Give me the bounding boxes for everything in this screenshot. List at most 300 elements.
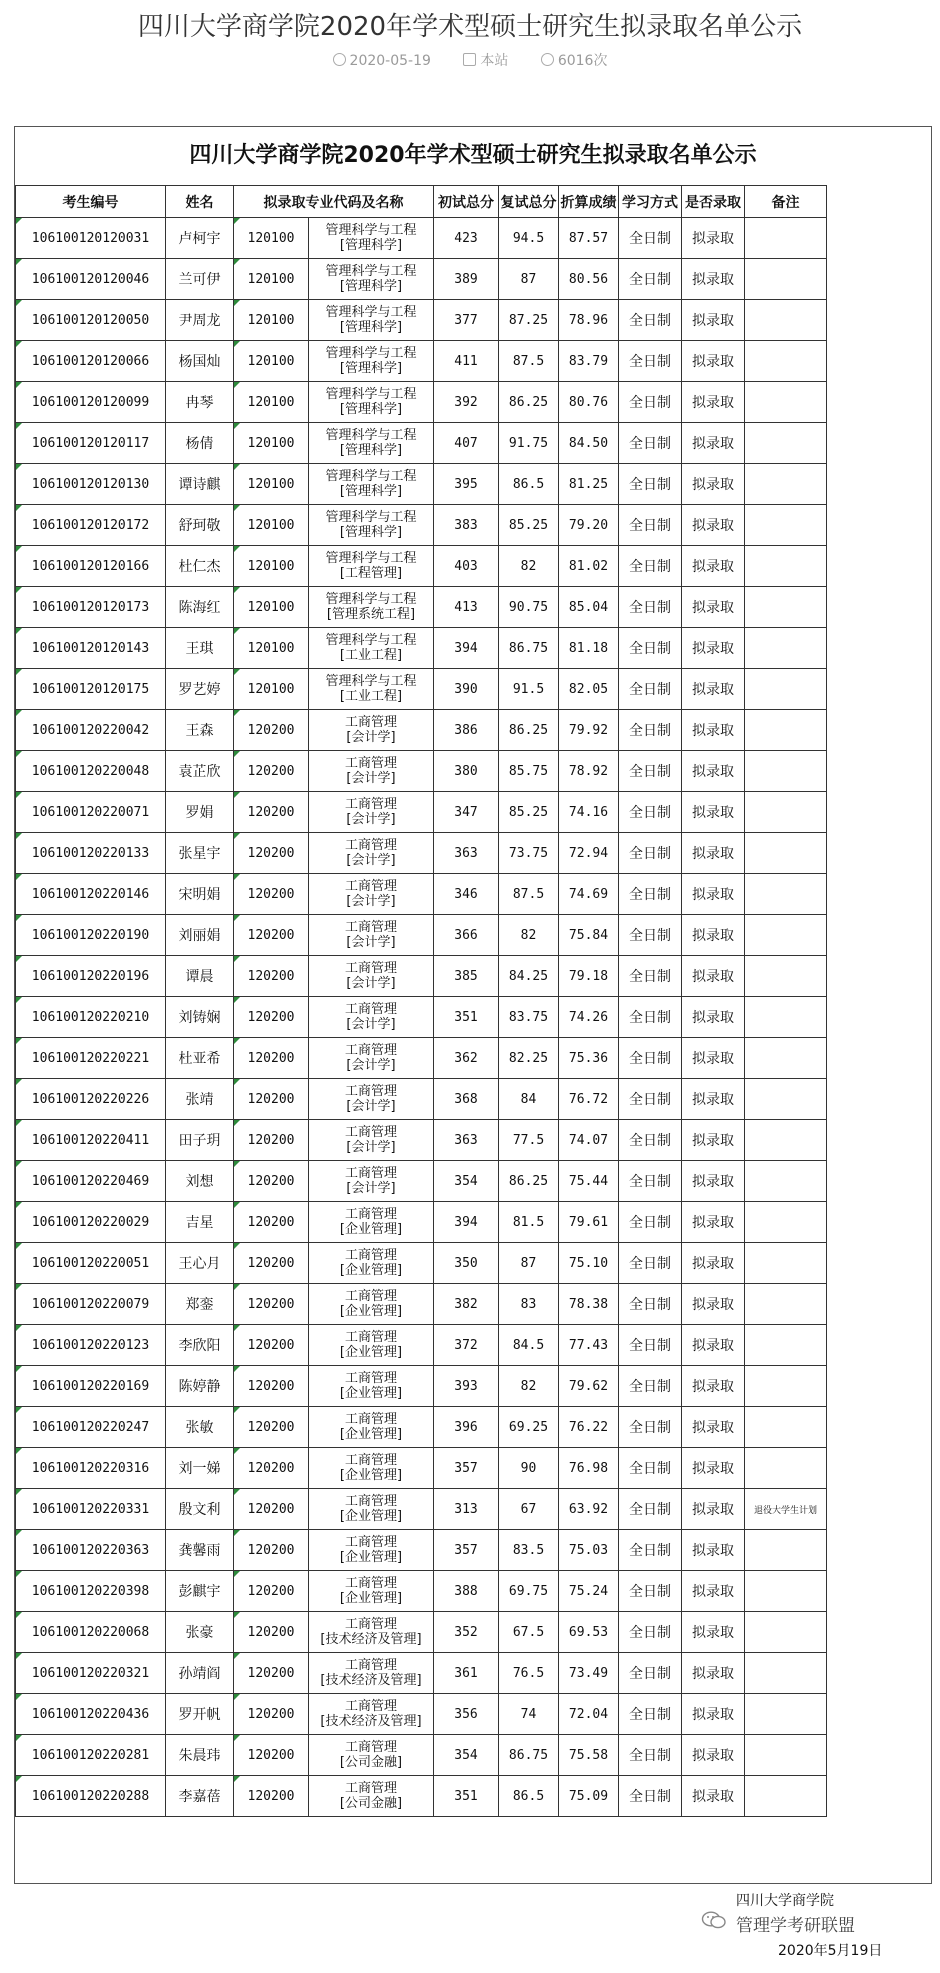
cell-name: 谭诗麒 (166, 464, 234, 505)
cell-name: 张豪 (166, 1612, 234, 1653)
major-direction: [管理科学] (339, 279, 403, 294)
cell-converted-score: 75.58 (559, 1735, 619, 1776)
cell-study-mode: 全日制 (619, 1407, 682, 1448)
table-row (16, 1202, 827, 1243)
col-header-mode: 学习方式 (619, 186, 682, 218)
table-row (16, 1653, 827, 1694)
cell-name: 王心月 (166, 1243, 234, 1284)
cell-major-name (309, 1325, 434, 1366)
cell-converted-score: 80.76 (559, 382, 619, 423)
table-row (16, 1284, 827, 1325)
cell-candidate-id: 106100120220411 (16, 1120, 166, 1161)
major-name: 工商管理 (344, 756, 397, 771)
cell-major-name (309, 587, 434, 628)
major-direction: [会计学] (346, 1017, 396, 1032)
cell-admission-status: 拟录取 (682, 546, 745, 587)
cell-initial-score: 395 (434, 464, 499, 505)
major-name: 工商管理 (344, 920, 397, 935)
table-row (16, 751, 827, 792)
cell-remark (745, 1038, 827, 1079)
cell-remark (745, 1120, 827, 1161)
cell-converted-score: 81.02 (559, 546, 619, 587)
cell-study-mode: 全日制 (619, 341, 682, 382)
cell-admission-status: 拟录取 (682, 1407, 745, 1448)
cell-candidate-id: 106100120220123 (16, 1325, 166, 1366)
cell-major-name (309, 669, 434, 710)
table-header-row (16, 186, 827, 218)
cell-major-code: 120200 (234, 1653, 309, 1694)
cell-major-code: 120100 (234, 464, 309, 505)
cell-major-code: 120100 (234, 259, 309, 300)
cell-converted-score: 73.49 (559, 1653, 619, 1694)
major-name: 工商管理 (344, 715, 397, 730)
col-header-remark: 备注 (745, 186, 827, 218)
cell-remark (745, 1202, 827, 1243)
cell-initial-score: 363 (434, 1120, 499, 1161)
major-direction: [会计学] (346, 812, 396, 827)
cell-major-code: 120200 (234, 997, 309, 1038)
cell-admission-status: 拟录取 (682, 587, 745, 628)
cell-admission-status: 拟录取 (682, 710, 745, 751)
cell-major-code: 120200 (234, 1366, 309, 1407)
table-row (16, 628, 827, 669)
table-row (16, 382, 827, 423)
col-header-id: 考生编号 (16, 186, 166, 218)
cell-retest-score: 87.25 (499, 300, 559, 341)
cell-major-name (309, 259, 434, 300)
cell-major-name (309, 464, 434, 505)
cell-initial-score: 356 (434, 1694, 499, 1735)
cell-retest-score: 87 (499, 259, 559, 300)
cell-major-code: 120100 (234, 218, 309, 259)
table-row (16, 1694, 827, 1735)
cell-study-mode: 全日制 (619, 1735, 682, 1776)
cell-remark (745, 915, 827, 956)
cell-retest-score: 82 (499, 915, 559, 956)
cell-retest-score: 74 (499, 1694, 559, 1735)
table-row (16, 1366, 827, 1407)
cell-admission-status: 拟录取 (682, 1202, 745, 1243)
major-direction: [企业管理] (339, 1509, 403, 1524)
cell-retest-score: 86.25 (499, 382, 559, 423)
cell-retest-score: 85.25 (499, 505, 559, 546)
cell-study-mode: 全日制 (619, 710, 682, 751)
cell-converted-score: 78.38 (559, 1284, 619, 1325)
major-direction: [会计学] (346, 1099, 396, 1114)
col-header-retest: 复试总分 (499, 186, 559, 218)
cell-initial-score: 366 (434, 915, 499, 956)
cell-major-code: 120200 (234, 956, 309, 997)
major-name: 工商管理 (344, 1617, 397, 1632)
cell-name: 杜亚希 (166, 1038, 234, 1079)
cell-admission-status: 拟录取 (682, 1366, 745, 1407)
cell-candidate-id: 106100120220190 (16, 915, 166, 956)
cell-major-name (309, 874, 434, 915)
cell-major-code: 120100 (234, 628, 309, 669)
table-row (16, 1079, 827, 1120)
cell-converted-score: 77.43 (559, 1325, 619, 1366)
major-name: 工商管理 (344, 961, 397, 976)
cell-major-name (309, 1079, 434, 1120)
cell-name: 杨倩 (166, 423, 234, 464)
cell-remark (745, 997, 827, 1038)
major-name: 管理科学与工程 (325, 428, 417, 443)
eye-icon (541, 53, 554, 66)
major-direction: [管理科学] (339, 402, 403, 417)
cell-initial-score: 380 (434, 751, 499, 792)
cell-major-name (309, 1694, 434, 1735)
cell-study-mode: 全日制 (619, 1325, 682, 1366)
table-row (16, 423, 827, 464)
cell-retest-score: 84.25 (499, 956, 559, 997)
cell-admission-status: 拟录取 (682, 956, 745, 997)
cell-name: 刘丽娟 (166, 915, 234, 956)
table-row (16, 874, 827, 915)
source-item (463, 53, 508, 69)
cell-major-code: 120200 (234, 1407, 309, 1448)
wechat-icon (701, 1910, 727, 1930)
cell-candidate-id: 106100120220029 (16, 1202, 166, 1243)
cell-admission-status: 拟录取 (682, 792, 745, 833)
cell-converted-score: 79.20 (559, 505, 619, 546)
cell-study-mode: 全日制 (619, 1202, 682, 1243)
cell-initial-score: 352 (434, 1612, 499, 1653)
table-row (16, 915, 827, 956)
cell-initial-score: 423 (434, 218, 499, 259)
major-direction: [管理科学] (339, 361, 403, 376)
cell-name: 冉琴 (166, 382, 234, 423)
cell-major-code: 120200 (234, 1120, 309, 1161)
cell-remark (745, 874, 827, 915)
cell-remark (745, 546, 827, 587)
cell-study-mode: 全日制 (619, 833, 682, 874)
cell-major-name (309, 1366, 434, 1407)
cell-admission-status: 拟录取 (682, 1325, 745, 1366)
cell-candidate-id: 106100120120130 (16, 464, 166, 505)
cell-name: 陈婷静 (166, 1366, 234, 1407)
source-label: 本站 (480, 53, 509, 69)
cell-retest-score: 91.5 (499, 669, 559, 710)
cell-major-code: 120200 (234, 1202, 309, 1243)
cell-name: 彭麒宇 (166, 1571, 234, 1612)
cell-major-name (309, 1571, 434, 1612)
major-direction: [技术经济及管理] (320, 1632, 422, 1647)
cell-major-code: 120100 (234, 300, 309, 341)
cell-candidate-id: 106100120220079 (16, 1284, 166, 1325)
cell-major-code: 120200 (234, 1448, 309, 1489)
cell-name: 李欣阳 (166, 1325, 234, 1366)
cell-initial-score: 411 (434, 341, 499, 382)
major-name: 管理科学与工程 (325, 346, 417, 361)
cell-converted-score: 85.04 (559, 587, 619, 628)
cell-initial-score: 389 (434, 259, 499, 300)
cell-candidate-id: 106100120120172 (16, 505, 166, 546)
table-row (16, 1530, 827, 1571)
table-row (16, 1735, 827, 1776)
table-body (16, 218, 827, 1817)
footer-date: 2020年5月19日 (778, 1943, 883, 1959)
cell-remark (745, 833, 827, 874)
cell-name: 谭晨 (166, 956, 234, 997)
cell-admission-status: 拟录取 (682, 382, 745, 423)
major-direction: [会计学] (346, 771, 396, 786)
major-name: 工商管理 (344, 1248, 397, 1263)
cell-study-mode: 全日制 (619, 505, 682, 546)
cell-retest-score: 84 (499, 1079, 559, 1120)
cell-major-code: 120100 (234, 382, 309, 423)
major-direction: [工业工程] (339, 689, 403, 704)
cell-converted-score: 75.44 (559, 1161, 619, 1202)
cell-remark (745, 1366, 827, 1407)
cell-initial-score: 386 (434, 710, 499, 751)
major-name: 工商管理 (344, 1699, 397, 1714)
cell-remark (745, 1079, 827, 1120)
cell-study-mode: 全日制 (619, 218, 682, 259)
major-name: 工商管理 (344, 1535, 397, 1550)
cell-admission-status: 拟录取 (682, 423, 745, 464)
cell-major-name (309, 1448, 434, 1489)
table-row (16, 1120, 827, 1161)
major-name: 工商管理 (344, 1658, 397, 1673)
cell-candidate-id: 106100120220169 (16, 1366, 166, 1407)
cell-remark (745, 1694, 827, 1735)
major-name: 工商管理 (344, 1781, 397, 1796)
cell-name: 张靖 (166, 1079, 234, 1120)
cell-initial-score: 362 (434, 1038, 499, 1079)
clock-icon (333, 53, 346, 66)
cell-major-name (309, 1489, 434, 1530)
cell-major-name (309, 1038, 434, 1079)
cell-initial-score: 413 (434, 587, 499, 628)
cell-admission-status: 拟录取 (682, 1612, 745, 1653)
publish-date: 2020-05-19 (349, 53, 431, 69)
cell-major-code: 120100 (234, 669, 309, 710)
cell-initial-score: 385 (434, 956, 499, 997)
major-name: 工商管理 (344, 1043, 397, 1058)
table-row (16, 997, 827, 1038)
cell-major-code: 120100 (234, 505, 309, 546)
cell-study-mode: 全日制 (619, 1776, 682, 1817)
cell-candidate-id: 106100120220068 (16, 1612, 166, 1653)
cell-major-code: 120100 (234, 423, 309, 464)
major-name: 管理科学与工程 (325, 551, 417, 566)
table-row (16, 587, 827, 628)
cell-admission-status: 拟录取 (682, 505, 745, 546)
cell-admission-status: 拟录取 (682, 218, 745, 259)
cell-retest-score: 83.75 (499, 997, 559, 1038)
cell-candidate-id: 106100120220331 (16, 1489, 166, 1530)
cell-major-code: 120100 (234, 546, 309, 587)
cell-initial-score: 403 (434, 546, 499, 587)
cell-initial-score: 393 (434, 1366, 499, 1407)
cell-retest-score: 87.5 (499, 341, 559, 382)
cell-converted-score: 76.22 (559, 1407, 619, 1448)
major-name: 工商管理 (344, 1002, 397, 1017)
major-direction: [会计学] (346, 1140, 396, 1155)
cell-initial-score: 350 (434, 1243, 499, 1284)
cell-remark (745, 710, 827, 751)
cell-study-mode: 全日制 (619, 956, 682, 997)
cell-major-code: 120200 (234, 833, 309, 874)
cell-major-code: 120100 (234, 587, 309, 628)
cell-admission-status: 拟录取 (682, 1038, 745, 1079)
cell-converted-score: 74.16 (559, 792, 619, 833)
cell-study-mode: 全日制 (619, 464, 682, 505)
cell-major-code: 120200 (234, 1612, 309, 1653)
major-name: 工商管理 (344, 1453, 397, 1468)
major-direction: [会计学] (346, 935, 396, 950)
cell-candidate-id: 106100120120173 (16, 587, 166, 628)
cell-study-mode: 全日制 (619, 259, 682, 300)
cell-candidate-id: 106100120120099 (16, 382, 166, 423)
cell-remark (745, 423, 827, 464)
cell-admission-status: 拟录取 (682, 1489, 745, 1530)
cell-initial-score: 313 (434, 1489, 499, 1530)
cell-converted-score: 75.24 (559, 1571, 619, 1612)
cell-study-mode: 全日制 (619, 587, 682, 628)
table-row (16, 669, 827, 710)
cell-candidate-id: 106100120120175 (16, 669, 166, 710)
major-direction: [工业工程] (339, 648, 403, 663)
cell-candidate-id: 106100120220133 (16, 833, 166, 874)
cell-initial-score: 390 (434, 669, 499, 710)
major-name: 管理科学与工程 (325, 592, 417, 607)
cell-name: 杜仁杰 (166, 546, 234, 587)
cell-remark (745, 792, 827, 833)
cell-admission-status: 拟录取 (682, 669, 745, 710)
cell-study-mode: 全日制 (619, 423, 682, 464)
cell-remark (745, 464, 827, 505)
cell-retest-score: 86.75 (499, 628, 559, 669)
cell-major-code: 120200 (234, 1571, 309, 1612)
major-name: 工商管理 (344, 1207, 397, 1222)
cell-converted-score: 76.72 (559, 1079, 619, 1120)
footer-org: 四川大学商学院 (736, 1893, 834, 1909)
cell-candidate-id: 106100120220146 (16, 874, 166, 915)
cell-name: 殷文利 (166, 1489, 234, 1530)
cell-remark (745, 1448, 827, 1489)
major-direction: [技术经济及管理] (320, 1673, 422, 1688)
major-name: 管理科学与工程 (325, 674, 417, 689)
cell-major-code: 120200 (234, 1243, 309, 1284)
cell-retest-score: 90.75 (499, 587, 559, 628)
major-direction: [企业管理] (339, 1550, 403, 1565)
cell-retest-score: 69.75 (499, 1571, 559, 1612)
cell-admission-status: 拟录取 (682, 1694, 745, 1735)
table-row (16, 1776, 827, 1817)
cell-candidate-id: 106100120220469 (16, 1161, 166, 1202)
cell-admission-status: 拟录取 (682, 1653, 745, 1694)
cell-major-name (309, 1735, 434, 1776)
cell-remark: 退役大学生计划 (745, 1489, 827, 1530)
cell-study-mode: 全日制 (619, 1161, 682, 1202)
major-name: 工商管理 (344, 1412, 397, 1427)
major-name: 工商管理 (344, 1494, 397, 1509)
cell-name: 卢柯宇 (166, 218, 234, 259)
cell-candidate-id: 106100120120143 (16, 628, 166, 669)
cell-name: 吉星 (166, 1202, 234, 1243)
cell-converted-score: 81.18 (559, 628, 619, 669)
cell-retest-score: 73.75 (499, 833, 559, 874)
cell-remark (745, 1284, 827, 1325)
major-direction: [管理科学] (339, 525, 403, 540)
cell-remark (745, 1161, 827, 1202)
major-direction: [企业管理] (339, 1304, 403, 1319)
cell-admission-status: 拟录取 (682, 874, 745, 915)
cell-study-mode: 全日制 (619, 382, 682, 423)
cell-converted-score: 75.84 (559, 915, 619, 956)
table-row (16, 218, 827, 259)
major-direction: [企业管理] (339, 1427, 403, 1442)
cell-name: 宋明娟 (166, 874, 234, 915)
major-direction: [管理科学] (339, 484, 403, 499)
cell-converted-score: 79.18 (559, 956, 619, 997)
cell-candidate-id: 106100120220321 (16, 1653, 166, 1694)
cell-major-name (309, 1284, 434, 1325)
cell-retest-score: 94.5 (499, 218, 559, 259)
cell-major-name (309, 1202, 434, 1243)
cell-study-mode: 全日制 (619, 669, 682, 710)
cell-converted-score: 75.36 (559, 1038, 619, 1079)
article-meta (0, 50, 940, 70)
cell-major-name (309, 300, 434, 341)
col-header-name: 姓名 (166, 186, 234, 218)
cell-converted-score: 83.79 (559, 341, 619, 382)
cell-name: 舒珂敬 (166, 505, 234, 546)
cell-study-mode: 全日制 (619, 1448, 682, 1489)
cell-major-code: 120200 (234, 1489, 309, 1530)
cell-remark (745, 1243, 827, 1284)
cell-study-mode: 全日制 (619, 792, 682, 833)
cell-study-mode: 全日制 (619, 1489, 682, 1530)
cell-major-name (309, 1612, 434, 1653)
cell-name: 罗艺婷 (166, 669, 234, 710)
cell-study-mode: 全日制 (619, 1653, 682, 1694)
table-row (16, 1612, 827, 1653)
cell-converted-score: 82.05 (559, 669, 619, 710)
table-row (16, 464, 827, 505)
cell-study-mode: 全日制 (619, 546, 682, 587)
table-row (16, 1038, 827, 1079)
major-name: 工商管理 (344, 1371, 397, 1386)
cell-retest-score: 76.5 (499, 1653, 559, 1694)
cell-admission-status: 拟录取 (682, 341, 745, 382)
col-header-initial: 初试总分 (434, 186, 499, 218)
cell-admission-status: 拟录取 (682, 1776, 745, 1817)
cell-admission-status: 拟录取 (682, 1079, 745, 1120)
cell-initial-score: 383 (434, 505, 499, 546)
cell-candidate-id: 106100120220071 (16, 792, 166, 833)
cell-name: 兰可伊 (166, 259, 234, 300)
cell-admission-status: 拟录取 (682, 751, 745, 792)
major-direction: [企业管理] (339, 1591, 403, 1606)
cell-remark (745, 1735, 827, 1776)
cell-candidate-id: 106100120220247 (16, 1407, 166, 1448)
table-row (16, 1489, 827, 1530)
cell-admission-status: 拟录取 (682, 259, 745, 300)
cell-converted-score: 84.50 (559, 423, 619, 464)
table-row (16, 1407, 827, 1448)
cell-retest-score: 85.75 (499, 751, 559, 792)
cell-admission-status: 拟录取 (682, 628, 745, 669)
cell-admission-status: 拟录取 (682, 1571, 745, 1612)
major-name: 工商管理 (344, 1330, 397, 1345)
cell-converted-score: 75.03 (559, 1530, 619, 1571)
table-row (16, 300, 827, 341)
cell-converted-score: 75.09 (559, 1776, 619, 1817)
cell-retest-score: 85.25 (499, 792, 559, 833)
cell-initial-score: 407 (434, 423, 499, 464)
